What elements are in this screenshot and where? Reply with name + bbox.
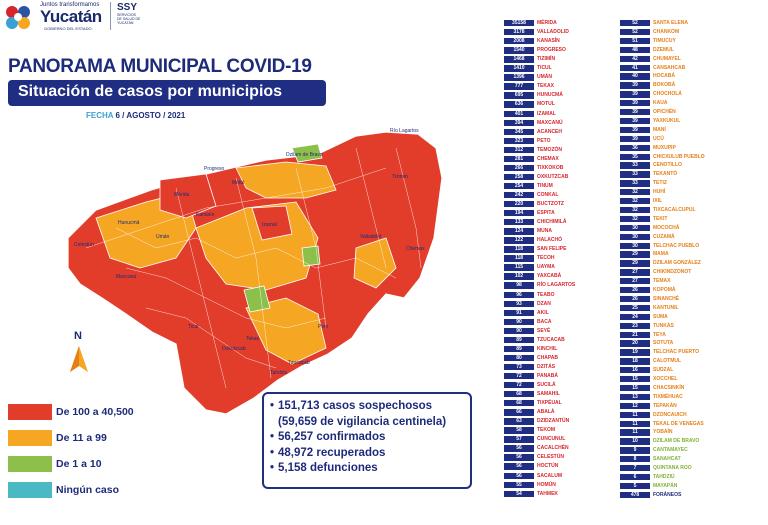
- municipality-name: QUINTANA ROO: [653, 465, 692, 471]
- case-count: 20: [620, 340, 650, 347]
- case-count: 96: [504, 292, 534, 299]
- case-count: 394: [504, 120, 534, 127]
- map-label: Peto: [318, 324, 329, 330]
- logo-tagline: Juntos transformamos: [40, 2, 100, 8]
- municipality-name: CHOCHOLÁ: [653, 91, 682, 98]
- case-count: 90: [504, 328, 534, 335]
- legend-swatch: [8, 482, 52, 498]
- map-region-green-east: [302, 246, 320, 266]
- case-count: 1396: [504, 74, 534, 81]
- municipality-name: KANASÍN: [537, 38, 560, 45]
- map-label: Tizimín: [392, 174, 408, 180]
- municipality-name: DZEMUL: [653, 46, 674, 53]
- municipality-name: FORÁNEOS: [653, 491, 682, 498]
- case-count: 254: [504, 183, 534, 190]
- case-count: 32: [620, 207, 650, 214]
- case-count: 40: [620, 73, 650, 80]
- municipality-name: TEPAKÁN: [653, 402, 677, 409]
- stat-recovered: • 48,972 recuperados: [270, 446, 386, 459]
- north-label: N: [74, 330, 82, 342]
- stat-confirmed: • 56,257 confirmados: [270, 431, 386, 443]
- municipality-name: CHEMAX: [537, 155, 559, 162]
- municipality-name: TELCHAC PUERTO: [653, 349, 700, 356]
- case-count: 220: [504, 201, 534, 208]
- municipality-name: TELCHAC PUEBLO: [653, 242, 700, 249]
- municipality-name: SUMA: [653, 313, 668, 320]
- municipality-name: TEMOZÓN: [537, 146, 562, 153]
- municipality-name: BOKOBÁ: [653, 82, 676, 89]
- municipality-name: UAYMA: [537, 264, 555, 271]
- municipality-name: CANSAHCAB: [653, 64, 686, 71]
- municipality-name: KOPOMÁ: [653, 287, 676, 293]
- municipality-name: CONKAL: [537, 191, 559, 198]
- compass-arrow-icon: [68, 344, 90, 374]
- case-count: 13: [620, 394, 650, 401]
- municipality-name: CHICHIMILÁ: [537, 219, 567, 226]
- municipality-name: ACANCEH: [537, 128, 562, 135]
- legend-label: De 100 a 40,500: [56, 406, 134, 418]
- map-label: Valladolid: [360, 234, 382, 240]
- municipality-name: HOMÚN: [537, 481, 556, 488]
- case-count: 68: [504, 391, 534, 398]
- case-count: 11: [620, 421, 650, 428]
- municipality-name: DZITÁS: [537, 363, 556, 370]
- case-count: 68: [504, 400, 534, 407]
- case-count: 24: [620, 314, 650, 321]
- municipality-name: HALACHÓ: [537, 237, 562, 244]
- municipality-name: CHAPAB: [537, 354, 559, 361]
- municipality-name: SAN FELIPE: [537, 246, 567, 253]
- case-count: 115: [504, 264, 534, 271]
- case-count: 39: [620, 100, 650, 107]
- case-count: 57: [504, 436, 534, 443]
- map-label: Hunucmá: [118, 220, 140, 226]
- map-label: Celestún: [74, 242, 94, 248]
- case-count: 5: [620, 483, 650, 490]
- municipality-name: TUNKÁS: [653, 322, 674, 329]
- case-count: 63: [504, 418, 534, 425]
- case-count: 242: [504, 192, 534, 199]
- stat-text: 48,972 recuperados: [278, 446, 386, 459]
- municipality-name: YOBAÍN: [653, 429, 673, 436]
- municipality-name: TEMAX: [653, 278, 671, 285]
- municipality-name: SANAHCAT: [653, 456, 681, 463]
- municipality-name: AKIL: [537, 309, 549, 316]
- municipality-name: MOCOCHÁ: [653, 224, 680, 231]
- municipality-name: TEKANTÓ: [653, 171, 678, 178]
- legend-item-none: [8, 482, 188, 498]
- case-count: 56: [504, 463, 534, 470]
- municipality-name: CHANKOM: [653, 28, 680, 35]
- case-count: 91: [504, 310, 534, 317]
- case-count: 55: [504, 482, 534, 489]
- case-count: 21: [620, 332, 650, 339]
- yucatan-logo: [4, 2, 204, 32]
- north-arrow: [68, 330, 90, 374]
- case-count: 478: [620, 492, 650, 499]
- legend-label: De 1 a 10: [56, 458, 102, 470]
- case-count: 15: [620, 376, 650, 383]
- case-count: 90: [504, 319, 534, 326]
- case-count: 93: [504, 301, 534, 308]
- municipality-name: IZAMAL: [537, 110, 556, 117]
- case-count: 30: [620, 225, 650, 232]
- municipality-name: OPICHÉN: [653, 109, 676, 115]
- municipality-name: TIXMÉHUAC: [653, 393, 683, 400]
- municipality-name: TIXCACALCUPUL: [653, 206, 696, 213]
- yucatan-map: [56, 118, 446, 416]
- legend-swatch: [8, 404, 52, 420]
- case-count: 56: [504, 473, 534, 480]
- case-count: 258: [504, 174, 534, 181]
- legend-label: Ningún caso: [56, 484, 120, 496]
- case-count: 32: [620, 216, 650, 223]
- municipality-name: ABALÁ: [537, 409, 555, 416]
- municipality-name: PANABÁ: [537, 372, 559, 379]
- municipality-name: MAYAPÁN: [653, 482, 678, 489]
- municipality-name: DZILAM GONZÁLEZ: [653, 260, 701, 267]
- case-count: 98: [504, 282, 534, 289]
- municipality-name: PETO: [537, 137, 551, 144]
- municipality-name: OXKUTZCAB: [537, 173, 569, 180]
- case-count: 1540: [504, 47, 534, 54]
- stat-suspected: • 151,713 casos sospechosos: [270, 400, 433, 412]
- case-count: 10: [620, 438, 650, 445]
- case-count: 124: [504, 228, 534, 235]
- summary-stats: [262, 392, 472, 489]
- municipality-name: SOTUTA: [653, 340, 674, 347]
- case-count: 26: [620, 296, 650, 303]
- municipality-name: TEKAL DE VENEGAS: [653, 420, 704, 427]
- case-count: 56: [504, 445, 534, 452]
- case-count: 312: [504, 147, 534, 154]
- case-count: 66: [504, 409, 534, 416]
- case-count: 9: [620, 447, 650, 454]
- municipality-name: TIMUCUY: [653, 37, 676, 44]
- municipality-name: UMÁN: [537, 74, 552, 81]
- municipality-name: CENOTILLO: [653, 162, 682, 169]
- case-count: 281: [504, 156, 534, 163]
- municipality-name: HOCTÚN: [537, 463, 559, 470]
- case-count: 39: [620, 91, 650, 98]
- case-count: 323: [504, 138, 534, 145]
- municipality-name: SINANCHÉ: [653, 295, 680, 302]
- case-count: 36: [620, 145, 650, 152]
- municipality-name: DZAN: [537, 300, 551, 307]
- stat-deaths: • 5,158 defunciones: [270, 462, 378, 474]
- municipality-name: BACA: [537, 318, 552, 325]
- case-count: 35: [620, 154, 650, 161]
- municipality-name: MUNA: [537, 228, 552, 235]
- case-count: 89: [504, 346, 534, 353]
- case-count: 11: [620, 412, 650, 419]
- municipality-name: PROGRESO: [537, 47, 566, 54]
- case-count: 80: [504, 355, 534, 362]
- municipality-name: DZILAM DE BRAVO: [653, 438, 700, 445]
- map-label: Tekax: [246, 336, 260, 342]
- municipality-name: CUNCUNUL: [537, 436, 566, 443]
- municipality-name: CANTAMAYEC: [653, 447, 688, 454]
- case-count: 27: [620, 269, 650, 276]
- page-subtitle: Situación de casos por municipios: [18, 83, 283, 100]
- municipality-name: KINCHIL: [537, 345, 558, 352]
- stat-text: (59,659 de vigilancia centinela): [278, 415, 447, 428]
- municipality-name: TIXKOKOB: [537, 164, 564, 171]
- case-count: 29: [620, 251, 650, 258]
- municipality-name: SAMAHIL: [537, 391, 560, 398]
- map-label: Umán: [156, 234, 170, 240]
- case-count: 56: [504, 454, 534, 461]
- case-count: 8: [620, 456, 650, 463]
- case-count: 18: [620, 358, 650, 365]
- case-count: 72: [504, 373, 534, 380]
- municipality-name: SEYÉ: [537, 327, 551, 334]
- case-count: 2008: [504, 38, 534, 45]
- date-value: 6 / AGOSTO / 2021: [115, 111, 186, 120]
- municipality-name: SACALUM: [537, 472, 562, 479]
- case-count: 26: [620, 287, 650, 294]
- case-count: 30: [620, 234, 650, 241]
- map-label: Kanasín: [196, 212, 215, 218]
- page-title: PANORAMA MUNICIPAL COVID-19: [8, 56, 312, 77]
- yucatan-emblem-icon: [4, 4, 34, 30]
- case-count: 16: [620, 367, 650, 374]
- municipality-name: DZIDZANTÚN: [537, 418, 570, 425]
- case-count: 72: [504, 382, 534, 389]
- municipality-name: DZONCAUICH: [653, 411, 687, 418]
- subtitle-banner: [8, 80, 326, 106]
- case-count: 58: [504, 427, 534, 434]
- municipality-name: MANÍ: [653, 126, 666, 133]
- map-label: Progreso: [204, 166, 225, 172]
- municipality-name: TINUM: [537, 182, 553, 189]
- case-count: 42: [620, 56, 650, 63]
- map-label: Dzilam de Bravo: [286, 152, 323, 158]
- municipality-name: CALOTMUL: [653, 358, 682, 365]
- case-count: 266: [504, 165, 534, 172]
- municipality-name: TZUCACAB: [537, 336, 565, 343]
- municipality-name: TICUL: [537, 65, 552, 72]
- municipality-name: RÍO LAGARTOS: [537, 282, 576, 289]
- case-count: 133: [504, 219, 534, 226]
- case-count: 3178: [504, 29, 534, 36]
- case-count: 27: [620, 278, 650, 285]
- municipality-name: TETIZ: [653, 180, 667, 187]
- municipality-name: TECOH: [537, 255, 555, 262]
- map-label: Motul: [232, 180, 245, 186]
- case-count: 33: [620, 171, 650, 178]
- logo-name: Yucatán: [40, 7, 102, 26]
- case-count: 695: [504, 92, 534, 99]
- legend-item-high: [8, 404, 188, 420]
- municipality-name: SUDZAL: [653, 367, 674, 374]
- case-count: 1468: [504, 56, 534, 63]
- municipality-name: TEKAX: [537, 83, 554, 90]
- municipality-name: MUXUPIP: [653, 144, 676, 151]
- date-label: FECHA: [86, 111, 114, 120]
- map-label: Tzucacab: [288, 360, 310, 366]
- municipality-name: CHACSINKÍN: [653, 384, 685, 391]
- map-label: Ticul: [188, 324, 199, 330]
- map-label: Oxkutzcab: [222, 346, 246, 352]
- case-count: 7: [620, 465, 650, 472]
- logo-subtitle: GOBIERNO DEL ESTADO: [44, 26, 92, 31]
- case-count: 32: [620, 189, 650, 196]
- case-count: 54: [504, 491, 534, 498]
- case-count: 73: [504, 364, 534, 371]
- legend-swatch: [8, 430, 52, 446]
- stat-text: 151,713 casos sospechosos: [278, 400, 433, 412]
- case-count: 122: [504, 237, 534, 244]
- municipality-name: SUCILÁ: [537, 382, 556, 388]
- case-count: 35158: [504, 20, 534, 27]
- map-label: Maxcanú: [116, 274, 137, 280]
- municipality-name: ESPITA: [537, 210, 555, 217]
- case-count: 51: [620, 38, 650, 45]
- case-count: 401: [504, 111, 534, 118]
- case-count: 33: [620, 180, 650, 187]
- map-label: Izamal: [262, 222, 277, 228]
- municipality-name: SANTA ELENA: [653, 20, 688, 26]
- case-count: 636: [504, 101, 534, 108]
- ssy-subtitle: SERVICIOS DE SALUD DE YUCATÁN: [117, 13, 141, 25]
- legend-item-low: [8, 456, 188, 472]
- municipality-name: TEKIT: [653, 215, 668, 222]
- municipality-name: HUNUCMÁ: [537, 92, 563, 99]
- municipality-name: BUCTZOTZ: [537, 201, 564, 207]
- case-count: 23: [620, 323, 650, 330]
- case-count: 1410: [504, 65, 534, 72]
- case-count: 32: [620, 198, 650, 205]
- legend-item-medium: [8, 430, 188, 446]
- municipality-name: MÉRIDA: [537, 20, 557, 26]
- municipality-name: HUHÍ: [653, 189, 666, 196]
- map-label: Mérida: [174, 192, 190, 198]
- case-count: 11: [620, 429, 650, 436]
- stat-sentinel: [270, 415, 464, 431]
- case-count: 118: [504, 246, 534, 253]
- municipality-name: TIXPÉUAL: [537, 400, 562, 407]
- case-count: 777: [504, 83, 534, 90]
- case-count: 102: [504, 273, 534, 280]
- case-count: 33: [620, 162, 650, 169]
- municipality-name: KAUA: [653, 100, 668, 107]
- case-count: 19: [620, 349, 650, 356]
- case-count: 118: [504, 255, 534, 262]
- stat-text: 5,158 defunciones: [278, 462, 378, 474]
- municipality-name: TEYA: [653, 331, 666, 338]
- legend-swatch: [8, 456, 52, 472]
- case-count: 29: [620, 260, 650, 267]
- map-label: Chemax: [406, 246, 425, 252]
- municipality-name: TIZIMÍN: [537, 56, 556, 63]
- municipality-name: YAXKUKUL: [653, 117, 681, 124]
- municipality-name: TAHDZIÚ: [653, 473, 675, 480]
- municipality-name: XOCCHEL: [653, 376, 678, 382]
- ssy-logo: [110, 2, 150, 30]
- case-count: 39: [620, 109, 650, 116]
- case-count: 25: [620, 305, 650, 312]
- case-count: 89: [504, 337, 534, 344]
- municipality-name: UCÚ: [653, 135, 664, 142]
- municipality-name: YAXCABÁ: [537, 273, 562, 280]
- municipality-name: CHUMAYEL: [653, 55, 681, 62]
- case-count: 39: [620, 136, 650, 143]
- municipality-name: TEKOM: [537, 427, 556, 434]
- municipality-name: TAHMEK: [537, 490, 559, 497]
- municipality-name: MOTUL: [537, 101, 555, 108]
- municipality-name: KANTUNIL: [653, 304, 679, 311]
- case-count: 41: [620, 65, 650, 72]
- municipality-name: CHICXULUB PUEBLO: [653, 153, 705, 160]
- case-count: 194: [504, 210, 534, 217]
- municipality-name: CELESTÚN: [537, 454, 564, 461]
- map-label: Río Lagartos: [390, 128, 419, 134]
- case-count: 52: [620, 29, 650, 36]
- legend-label: De 11 a 99: [56, 432, 107, 444]
- case-count: 12: [620, 403, 650, 410]
- case-count: 345: [504, 129, 534, 136]
- municipality-name: CUZAMÁ: [653, 233, 675, 240]
- case-count: 39: [620, 118, 650, 125]
- municipality-name: CACALCHÉN: [537, 445, 569, 452]
- municipality-name: MAMA: [653, 251, 669, 258]
- case-count: 39: [620, 82, 650, 89]
- ssy-name: SSY: [117, 2, 138, 13]
- case-count: 30: [620, 243, 650, 250]
- case-count: 6: [620, 474, 650, 481]
- stat-text: 56,257 confirmados: [278, 431, 386, 443]
- case-count: 52: [620, 20, 650, 27]
- municipality-name: MAXCANÚ: [537, 119, 563, 126]
- municipality-name: HOCABÁ: [653, 73, 675, 80]
- municipal-map-svg: [56, 118, 446, 416]
- municipality-name: CHIKINDZONOT: [653, 269, 692, 276]
- municipality-name: IXIL: [653, 198, 663, 204]
- municipality-name: TEABO: [537, 291, 555, 298]
- case-count: 48: [620, 47, 650, 54]
- municipality-name: VALLADOLID: [537, 29, 569, 36]
- case-count: 39: [620, 127, 650, 134]
- map-label: Tahdziu: [270, 370, 288, 376]
- case-count: 15: [620, 385, 650, 392]
